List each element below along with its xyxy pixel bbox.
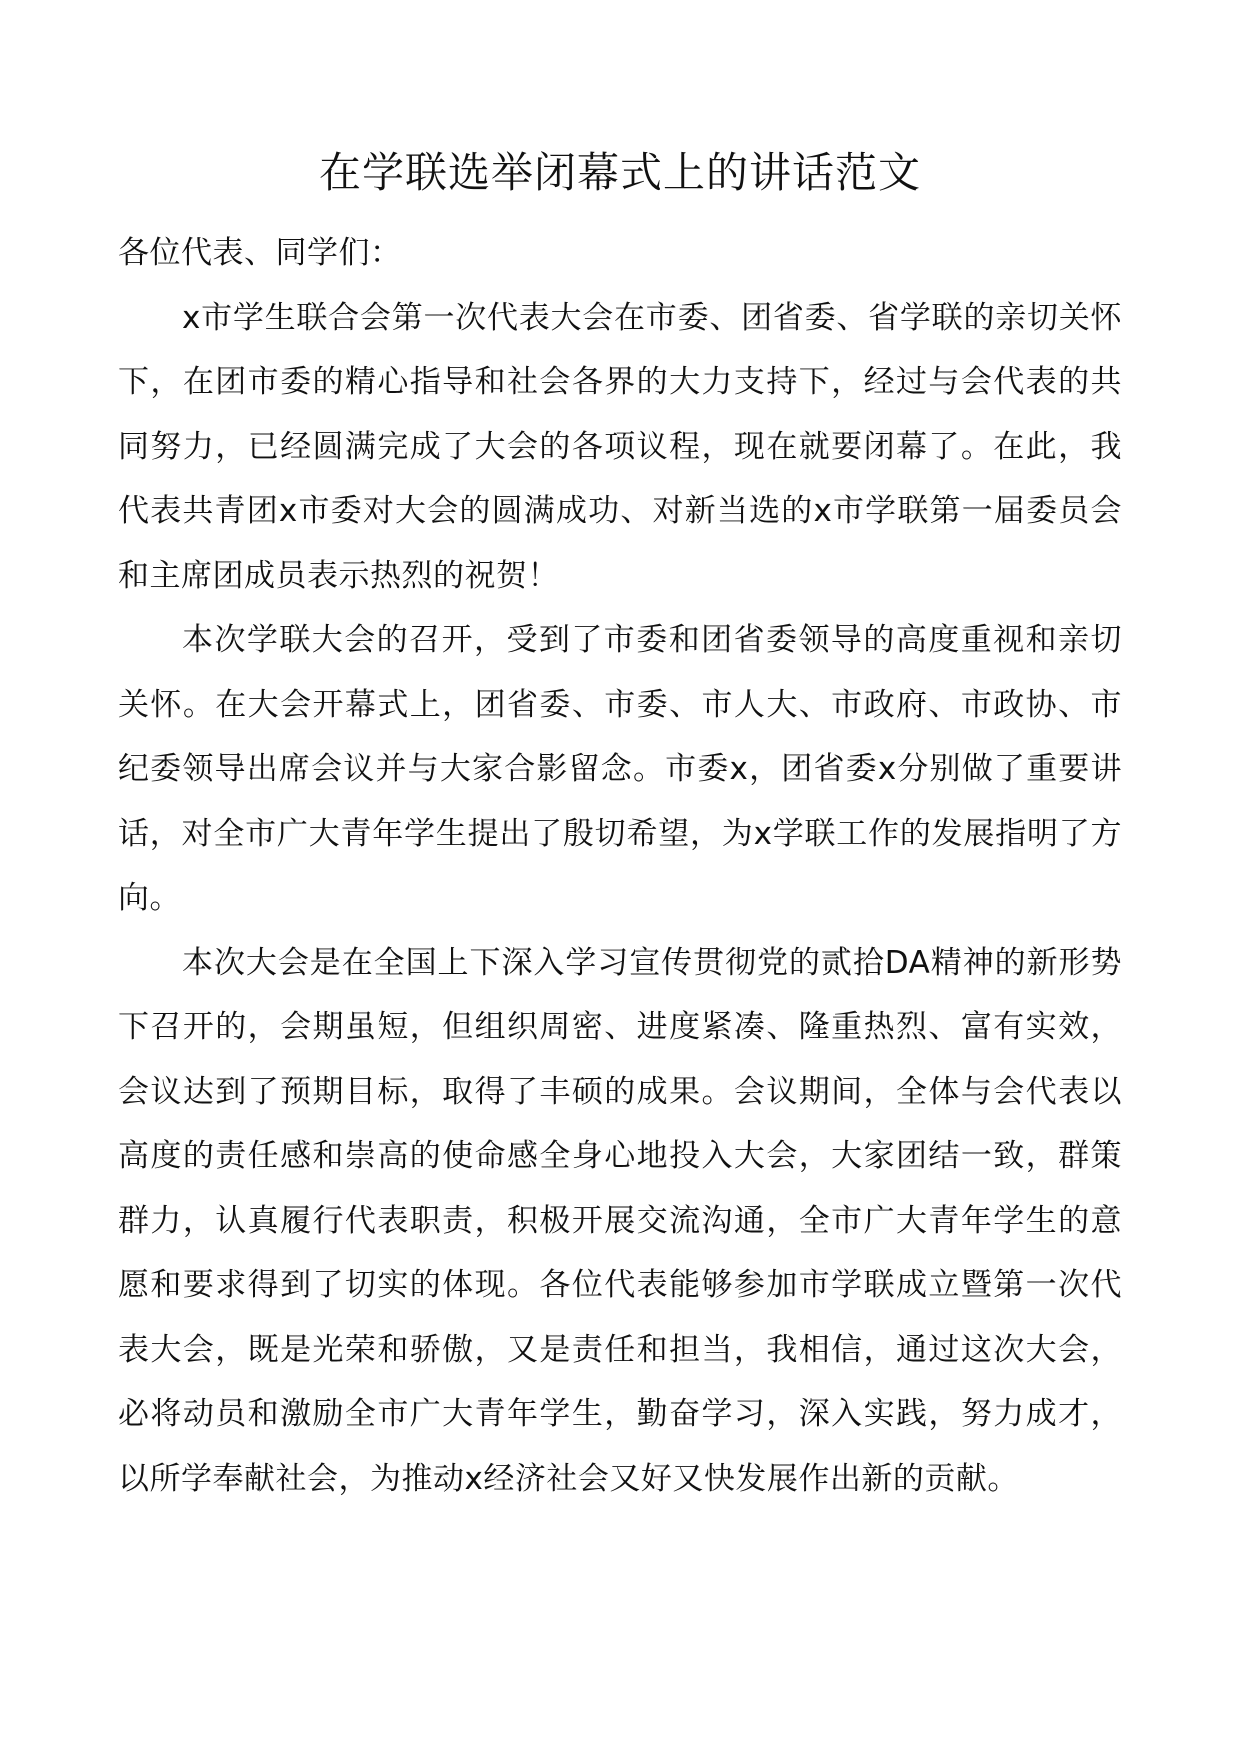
paragraph-2: 本次学联大会的召开，受到了市委和团省委领导的高度重视和亲切关怀。在大会开幕式上，团省委、市委、市人大、市政府、市政协、市纪委领导出席会议并与大家合影留念。市委x，团省委x分别做了重要讲话，对全市广大青年学生提出了殷切希望，为x学联工作的发展指明了方向。 [118,622,1122,916]
salutation: 各位代表、同学们： [118,235,402,271]
document-body [118,221,1122,1511]
document-title: 在学联选举闭幕式上的讲话范文 [318,148,921,197]
paragraph-1: x市学生联合会第一次代表大会在市委、团省委、省学联的亲切关怀下，在团市委的精心指导和社会各界的大力支持下，经过与会代表的共同努力，已经圆满完成了大会的各项议程，现在就要闭幕了。在此，我代表共青团x市委对大会的圆满成功、对新当选的x市学联第一届委员会和主席团成员表示热烈的祝贺！ [118,299,1122,594]
paragraph-3: 本次大会是在全国上下深入学习宣传贯彻党的贰拾DA精神的新形势下召开的，会期虽短，但组织周密、进度紧凑、隆重热烈、富有实效，会议达到了预期目标，取得了丰硕的成果。会议期间，全体与会代表以高度的责任感和崇高的使命感全身心地投入大会，大家团结一致，群策群力，认真履行代表职责，积极开展交流沟通，全市广大青年学生的意愿和要求得到了切实的体现。各位代表能够参加市学联成立暨第一次代表大会，既是光荣和骄傲，又是责任和担当，我相信，通过这次大会，必将动员和激励全市广大青年学生，勤奋学习，深入实践，努力成才，以所学奉献社会，为推动x经济社会又好又快发展作出新的贡献。 [118,944,1122,1497]
